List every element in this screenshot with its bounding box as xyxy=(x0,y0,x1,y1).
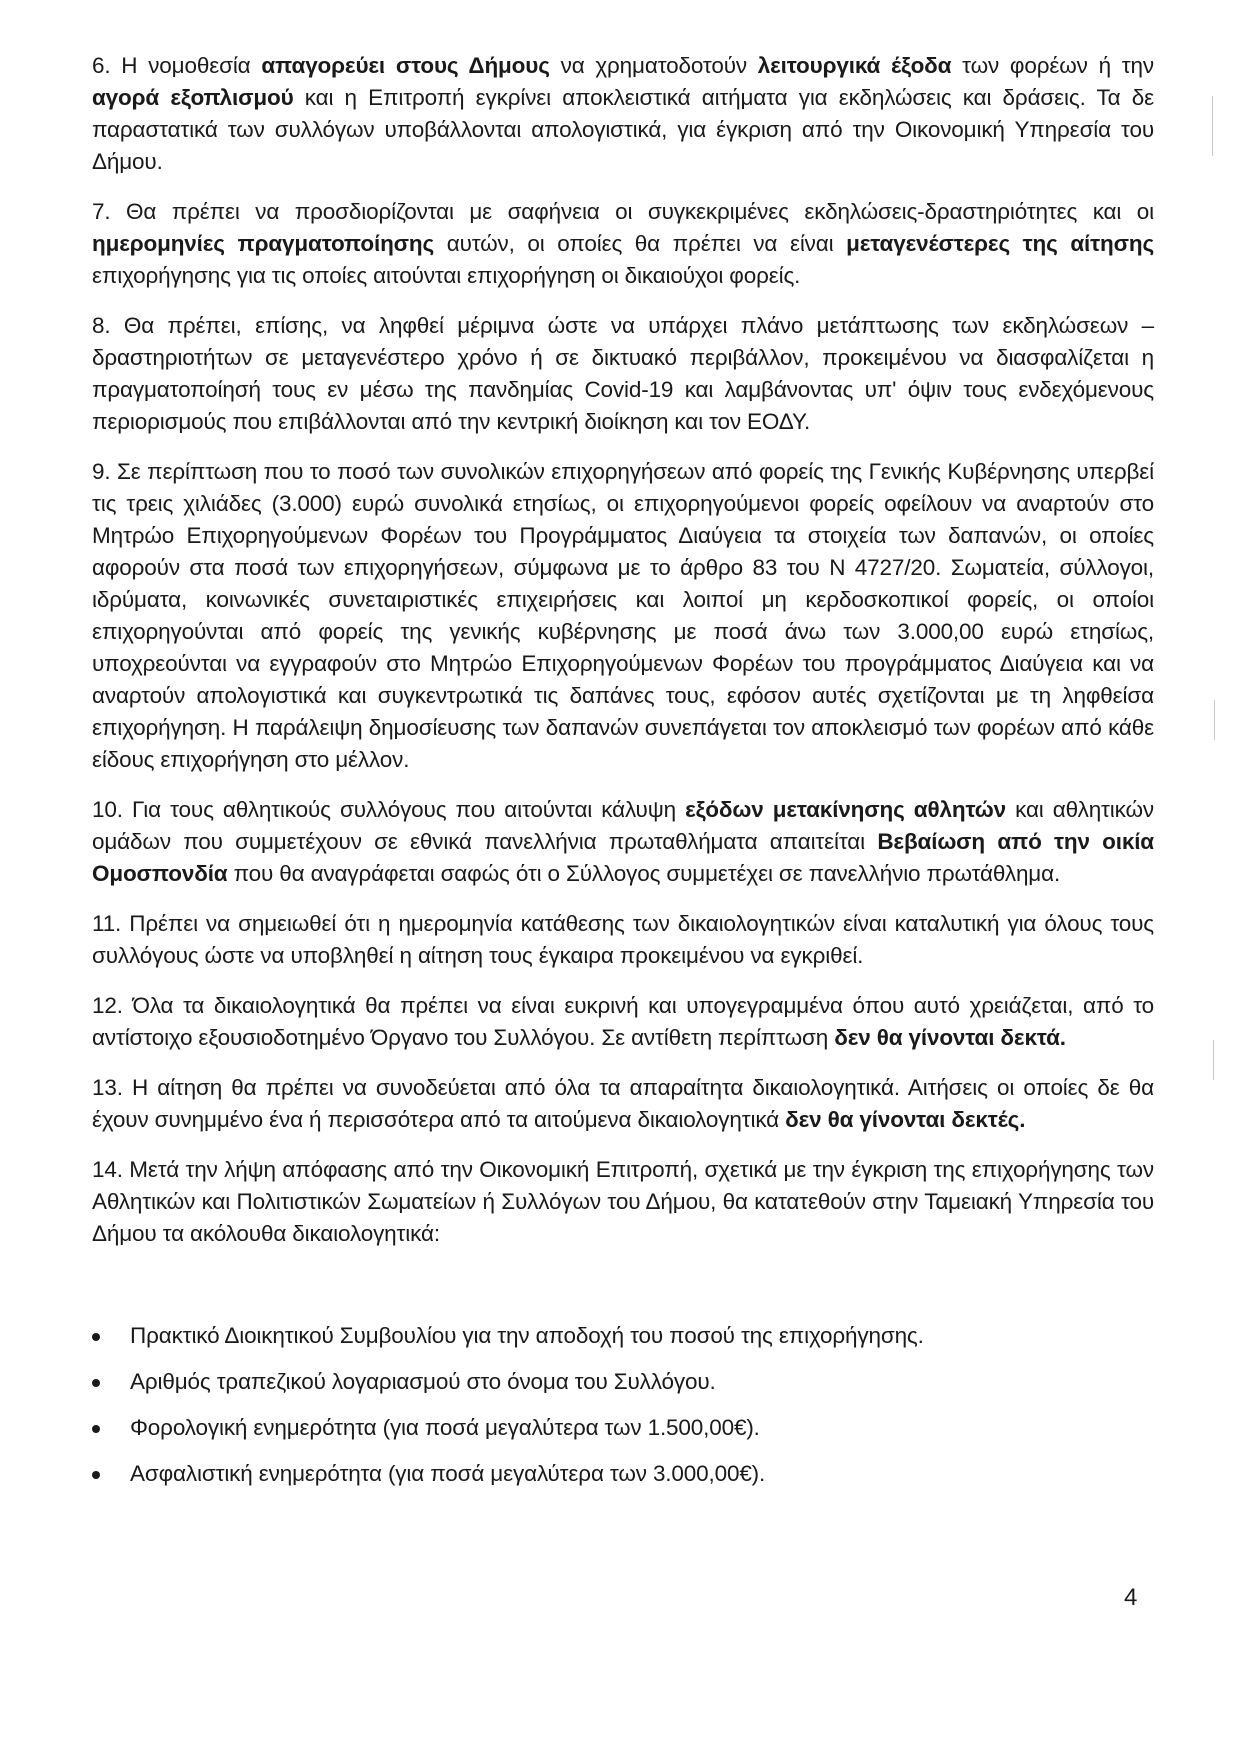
list-item xyxy=(92,1412,1154,1444)
list-item xyxy=(92,1366,1154,1398)
scan-artifact xyxy=(1214,700,1215,740)
bold-text: μεταγενέστερες της αίτησης xyxy=(846,231,1154,256)
list-item-text: Ασφαλιστική ενημερότητα (για ποσά μεγαλύτερα των 3.000,00€). xyxy=(130,1461,766,1486)
list-item xyxy=(92,1320,1154,1352)
paragraph-p6 xyxy=(92,50,1154,178)
bold-text: απαγορεύει στους Δήμους xyxy=(261,53,550,78)
bold-text: Βεβαίωση από την οικία Ομοσπονδία xyxy=(92,829,1154,886)
text-segment: και αθλητικών ομάδων που συμμετέχουν σε εθνικά πανελλήνια πρωταθλήματα απαιτείται xyxy=(92,797,1154,854)
required-documents-list xyxy=(92,1320,1154,1490)
text-segment: 11. Πρέπει να σημειωθεί ότι η ημερομηνία κατάθεσης των δικαιολογητικών είναι καταλυτική για όλους τους συλλόγους ώστε να υποβληθεί η αίτηση τους έγκαιρα προκειμένου να εγκριθεί. xyxy=(92,911,1154,968)
bold-text: δεν θα γίνονται δεκτές. xyxy=(785,1107,1026,1132)
paragraph-p10 xyxy=(92,794,1154,890)
bullet-icon xyxy=(92,1333,100,1341)
text-segment: που θα αναγράφεται σαφώς ότι ο Σύλλογος συμμετέχει σε πανελλήνιο πρωτάθλημα. xyxy=(227,861,1061,886)
list-item-text: Φορολογική ενημερότητα (για ποσά μεγαλύτερα των 1.500,00€). xyxy=(130,1415,760,1440)
list-item-text: Αριθμός τραπεζικού λογαριασμού στο όνομα του Συλλόγου. xyxy=(130,1369,716,1394)
text-segment: 6. Η νομοθεσία xyxy=(92,53,262,78)
bold-text: λειτουργικά έξοδα xyxy=(757,53,952,78)
paragraph-p14 xyxy=(92,1154,1154,1250)
list-item xyxy=(92,1458,1154,1490)
document-body xyxy=(92,50,1154,1504)
bullet-icon xyxy=(92,1425,100,1433)
text-segment: επιχορήγησης για τις οποίες αιτούνται επιχορήγηση οι δικαιούχοι φορείς. xyxy=(92,263,801,288)
text-segment: 12. Όλα τα δικαιολογητικά θα πρέπει να είναι ευκρινή και υπογεγραμμένα όπου αυτό χρειάζεται, από το αντίστοιχο εξουσιοδοτημένο Όργανο του Συλλόγου. Σε αντίθετη περίπτωση xyxy=(92,993,1154,1050)
list-item-text: Πρακτικό Διοικητικού Συμβουλίου για την αποδοχή του ποσού της επιχορήγησης. xyxy=(130,1323,924,1348)
bold-text: ημερομηνίες πραγματοποίησης xyxy=(92,231,435,256)
text-segment: των φορέων ή την xyxy=(951,53,1154,78)
text-segment: 14. Μετά την λήψη απόφασης από την Οικονομική Επιτροπή, σχετικά με την έγκριση της επιχορήγησης των Αθλητικών και Πολιτιστικών Σωματείων ή Συλλόγων του Δήμου, θα κατατεθούν στην Ταμειακή Υπηρεσία του Δήμου τα ακόλουθα δικαιολογητικά: xyxy=(92,1157,1154,1246)
text-segment: και η Επιτροπή εγκρίνει αποκλειστικά αιτήματα για εκδηλώσεις και δράσεις. Τα δε παραστατικά των συλλόγων υποβάλλονται απολογιστικά, για έγκριση από την Οικονομική Υπηρεσία του Δήμου. xyxy=(92,85,1154,174)
text-segment: 7. Θα πρέπει να προσδιορίζονται με σαφήνεια οι συγκεκριμένες εκδηλώσεις-δραστηριότητες και οι xyxy=(92,199,1154,224)
text-segment: 13. Η αίτηση θα πρέπει να συνοδεύεται από όλα τα απαραίτητα δικαιολογητικά. Αιτήσεις οι οποίες δε θα έχουν συνημμένο ένα ή περισσότερα από τα αιτούμενα δικαιολογητικά xyxy=(92,1075,1154,1132)
scan-artifact xyxy=(1212,96,1213,156)
paragraph-p7 xyxy=(92,196,1154,292)
scan-artifact xyxy=(1213,1040,1214,1080)
text-segment: να χρηματοδοτούν xyxy=(549,53,758,78)
bullet-icon xyxy=(92,1379,100,1387)
bullet-icon xyxy=(92,1471,100,1479)
paragraph-p12 xyxy=(92,990,1154,1054)
page-number: 4 xyxy=(1124,1584,1138,1611)
bold-text: δεν θα γίνονται δεκτά. xyxy=(834,1025,1066,1050)
paragraph-p8 xyxy=(92,310,1154,438)
text-segment: 8. Θα πρέπει, επίσης, να ληφθεί μέριμνα ώστε να υπάρχει πλάνο μετάπτωσης των εκδηλώσεων – δραστηριοτήτων σε μεταγενέστερο χρόνο ή σε δικτυακό περιβάλλον, προκειμένου να διασφαλίζεται η πραγματοποίησή τους εν μέσω της πανδημίας Covid-19 και λαμβάνοντας υπ' όψιν τους ενδεχόμενους περιορισμούς που επιβάλλονται από την κεντρική διοίκηση και τον ΕΟΔΥ. xyxy=(92,313,1154,434)
text-segment: 9. Σε περίπτωση που το ποσό των συνολικών επιχορηγήσεων από φορείς της Γενικής Κυβέρνησης υπερβεί τις τρεις χιλιάδες (3.000) ευρώ συνολικά ετησίως, οι επιχορηγούμενοι φορείς οφείλουν να αναρτούν στο Μητρώο Επιχορηγούμενων Φορέων του Προγράμματος Διαύγεια τα στοιχεία των δαπανών, οι οποίες αφορούν στα ποσά των επιχορηγήσεων, σύμφωνα με το άρθρο 83 του Ν 4727/20. Σωματεία, σύλλογοι, ιδρύματα, κοινωνικές συνεταιριστικές επιχειρήσεις και λοιποί μη κερδοσκοπικοί φορείς, οι οποίοι επιχορηγούνται από φορείς της γενικής κυβέρνησης με ποσά άνω των 3.000,00 ευρώ ετησίως, υποχρεούνται να εγγραφούν στο Μητρώο Επιχορηγούμενων Φορέων του προγράμματος Διαύγεια και να αναρτούν απολογιστικά και συγκεντρωτικά τις δαπάνες τους, εφόσον αυτές σχετίζονται με τη ληφθείσα επιχορήγηση. Η παράλειψη δημοσίευσης των δαπανών συνεπάγεται τον αποκλεισμό των φορέων από κάθε είδους επιχορήγηση στο μέλλον. xyxy=(92,459,1154,772)
paragraph-list xyxy=(92,50,1154,1250)
text-segment: 10. Για τους αθλητικούς συλλόγους που αιτούνται κάλυψη xyxy=(92,797,686,822)
paragraph-p9 xyxy=(92,456,1154,776)
paragraph-p11 xyxy=(92,908,1154,972)
text-segment: αυτών, οι οποίες θα πρέπει να είναι xyxy=(434,231,847,256)
bold-text: αγορά εξοπλισμού xyxy=(92,85,294,110)
spacer xyxy=(92,1268,1154,1320)
paragraph-p13 xyxy=(92,1072,1154,1136)
bold-text: εξόδων μετακίνησης αθλητών xyxy=(685,797,1006,822)
